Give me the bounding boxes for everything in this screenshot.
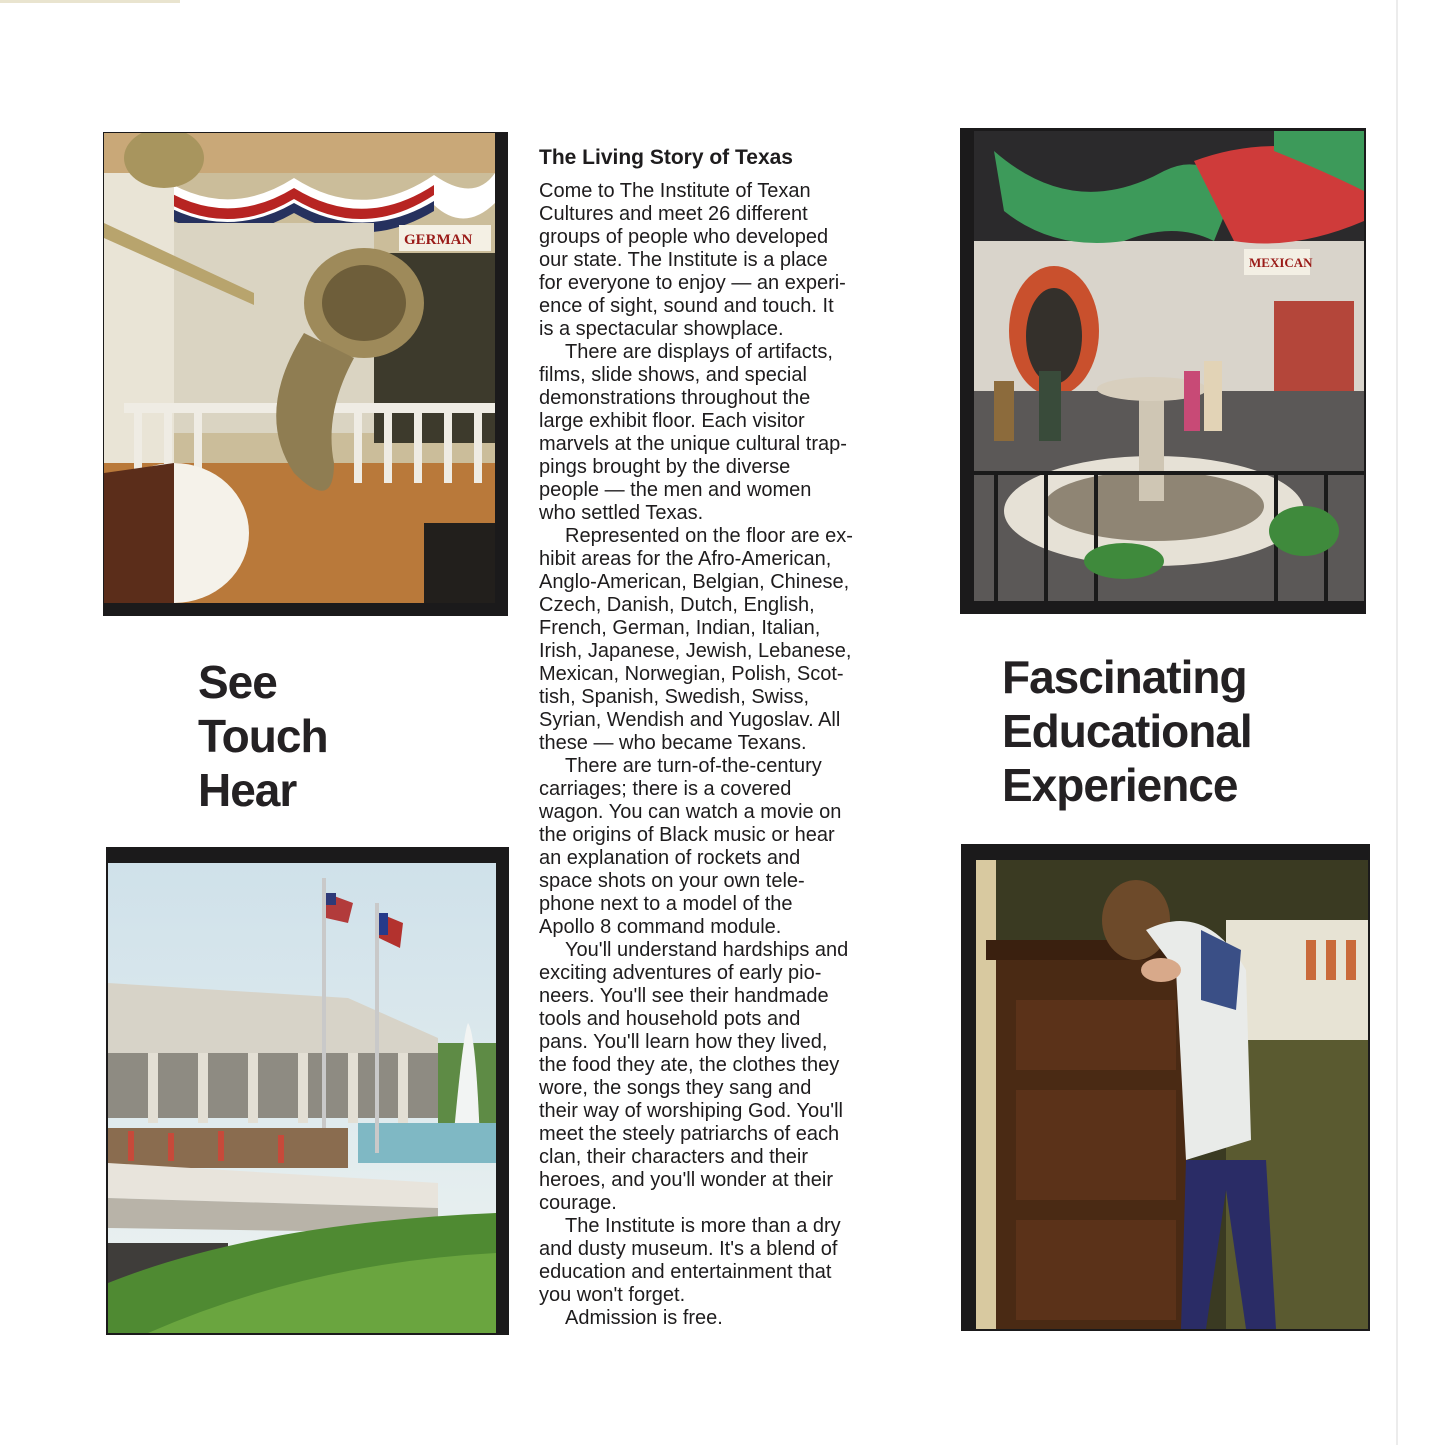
mexican-sign-text: MEXICAN xyxy=(1249,255,1313,270)
text-line: meet the steely patriarchs of each xyxy=(539,1123,840,1145)
text-line: demonstrations throughout the xyxy=(539,387,811,409)
see-touch-hear-headline xyxy=(198,655,328,817)
text-line: Come to The Institute of Texan xyxy=(539,180,811,202)
text-line: these — who became Texans. xyxy=(539,732,807,754)
text-line: exciting adventures of early pio- xyxy=(539,962,822,984)
institute-building-illustration xyxy=(108,863,496,1333)
text-line: who settled Texas. xyxy=(539,502,704,524)
text-line: the food they ate, the clothes they xyxy=(539,1054,840,1076)
text-line: education and entertainment that xyxy=(539,1261,832,1283)
text-line: carriages; there is a covered xyxy=(539,778,792,800)
text-line: ence of sight, sound and touch. It xyxy=(539,295,834,317)
text-line: tish, Spanish, Swedish, Swiss, xyxy=(539,686,810,708)
text-line: space shots on your own tele- xyxy=(539,870,805,892)
text-line: There are displays of artifacts, xyxy=(565,341,833,363)
paragraph-intro xyxy=(539,180,939,341)
text-line: Apollo 8 command module. xyxy=(539,916,782,938)
text-line: Anglo-American, Belgian, Chinese, xyxy=(539,571,850,593)
mexican-exhibit-illustration xyxy=(974,131,1364,601)
text-line: The Institute is more than a dry xyxy=(565,1215,841,1237)
paragraph-exhibit-areas xyxy=(539,525,939,755)
text-line: Irish, Japanese, Jewish, Lebanese, xyxy=(539,640,852,662)
text-line: Czech, Danish, Dutch, English, xyxy=(539,594,815,616)
headline-line: Hear xyxy=(198,764,297,816)
article-column xyxy=(539,144,939,1330)
text-line: Mexican, Norwegian, Polish, Scot- xyxy=(539,663,844,685)
text-line: for everyone to enjoy — an experi- xyxy=(539,272,846,294)
text-line: wagon. You can watch a movie on xyxy=(539,801,842,823)
text-line: marvels at the unique cultural trap- xyxy=(539,433,847,455)
text-line: Cultures and meet 26 different xyxy=(539,203,808,225)
text-line: phone next to a model of the xyxy=(539,893,793,915)
mexican-exhibit-photo xyxy=(974,131,1364,601)
headline-line: Experience xyxy=(1002,759,1238,811)
fascinating-educational-experience-headline xyxy=(1002,650,1252,812)
page-fold-rule xyxy=(1396,0,1398,1445)
text-line: courage. xyxy=(539,1192,617,1214)
text-line: There are turn-of-the-century xyxy=(565,755,822,777)
paragraph-carriages xyxy=(539,755,939,939)
text-line: is a spectacular showplace. xyxy=(539,318,784,340)
text-line: people — the men and women xyxy=(539,479,812,501)
paragraph-pioneers xyxy=(539,939,939,1215)
paragraph-museum xyxy=(539,1215,939,1307)
text-line: French, German, Indian, Italian, xyxy=(539,617,821,639)
headline-line: See xyxy=(198,656,277,708)
german-exhibit-illustration xyxy=(104,133,495,603)
text-line: groups of people who developed xyxy=(539,226,829,248)
top-edge-rule xyxy=(0,0,180,3)
text-line: heroes, and you'll wonder at their xyxy=(539,1169,833,1191)
text-line: Syrian, Wendish and Yugoslav. All xyxy=(539,709,841,731)
text-line: clan, their characters and their xyxy=(539,1146,809,1168)
text-line: pings brought by the diverse xyxy=(539,456,791,478)
german-exhibit-photo xyxy=(104,133,495,603)
text-line: You'll understand hardships and xyxy=(565,939,849,961)
text-line: the origins of Black music or hear xyxy=(539,824,835,846)
text-line: our state. The Institute is a place xyxy=(539,249,828,271)
text-line: their way of worshiping God. You'll xyxy=(539,1100,843,1122)
german-sign-text: GERMAN xyxy=(404,232,473,248)
institute-building-photo xyxy=(108,863,496,1333)
text-line: you won't forget. xyxy=(539,1284,686,1306)
text-line: Represented on the floor are ex- xyxy=(565,525,853,547)
text-line: large exhibit floor. Each visitor xyxy=(539,410,805,432)
headline-line: Touch xyxy=(198,710,328,762)
paragraph-admission xyxy=(539,1307,939,1330)
child-exhibit-illustration xyxy=(976,860,1368,1329)
text-line: wore, the songs they sang and xyxy=(539,1077,812,1099)
text-line: pans. You'll learn how they lived, xyxy=(539,1031,828,1053)
child-exhibit-photo xyxy=(976,860,1368,1329)
article-title: The Living Story of Texas xyxy=(539,146,793,169)
text-line: hibit areas for the Afro-American, xyxy=(539,548,832,570)
text-line: an explanation of rockets and xyxy=(539,847,801,869)
text-line: films, slide shows, and special xyxy=(539,364,807,386)
text-line: and dusty museum. It's a blend of xyxy=(539,1238,838,1260)
text-line: neers. You'll see their handmade xyxy=(539,985,829,1007)
headline-line: Educational xyxy=(1002,705,1252,757)
paragraph-displays xyxy=(539,341,939,525)
text-line: tools and household pots and xyxy=(539,1008,801,1030)
headline-line: Fascinating xyxy=(1002,651,1247,703)
text-line: Admission is free. xyxy=(565,1307,723,1329)
